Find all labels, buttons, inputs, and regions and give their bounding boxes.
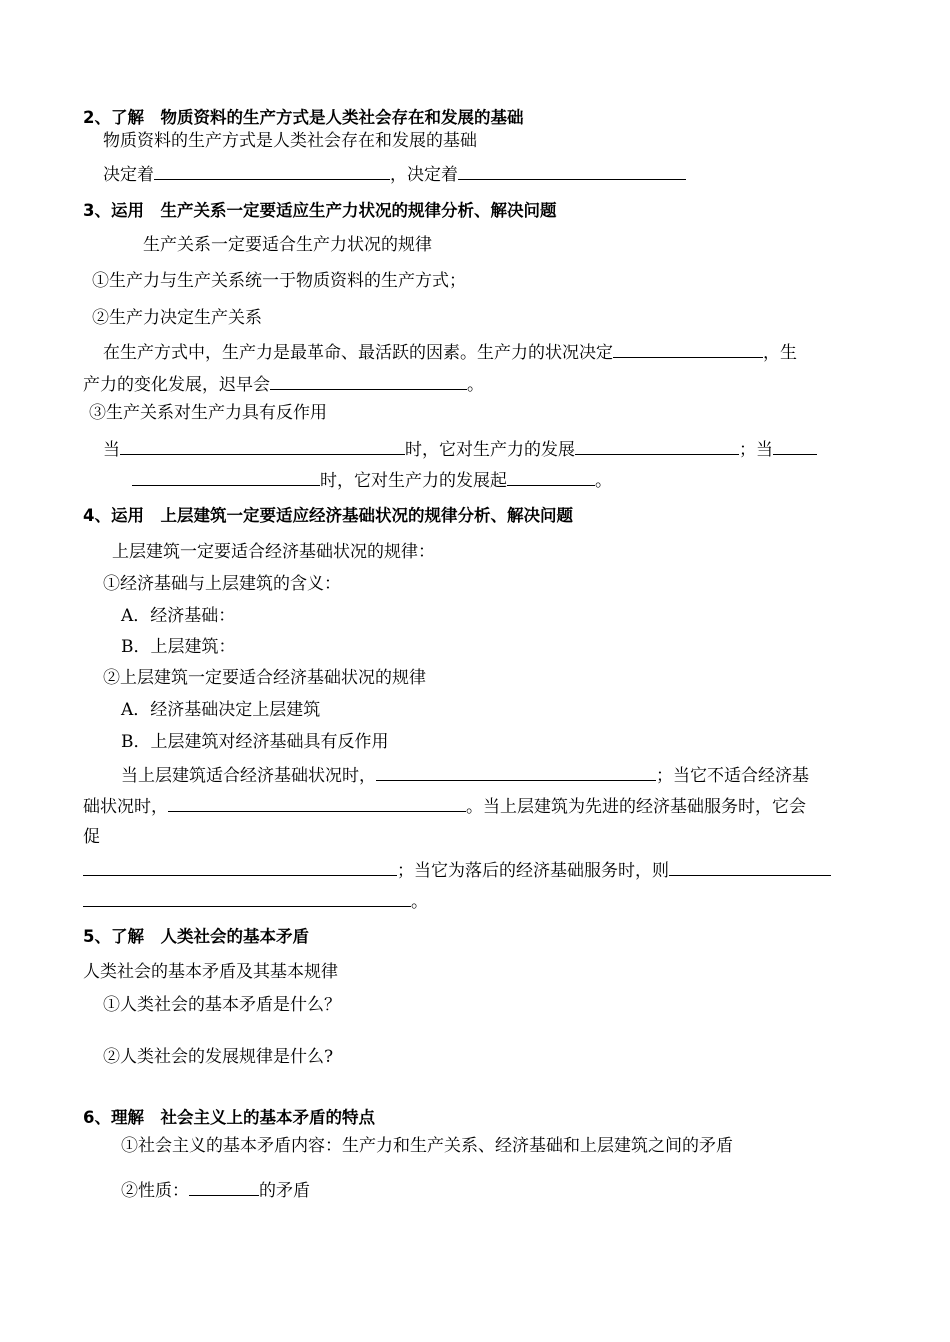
section-4-paragraph-3: 促 [83, 827, 100, 847]
fill-blank [669, 858, 831, 876]
section-6-item-2 [121, 1178, 310, 1202]
text-segment: ，决定着 [390, 165, 458, 185]
section-3-item-3: ③生产关系对生产力具有反作用 [89, 403, 327, 423]
section-4-paragraph-4 [83, 858, 831, 882]
fill-blank [132, 468, 320, 486]
section-3-paragraph-4 [132, 468, 612, 492]
section-4-paragraph-1 [121, 763, 809, 787]
fill-blank [270, 372, 467, 390]
fill-blank [83, 858, 397, 876]
fill-blank [376, 763, 656, 781]
fill-blank [168, 794, 466, 812]
section-2-line-2 [103, 162, 686, 186]
fill-blank [154, 162, 390, 180]
fill-blank [83, 889, 411, 907]
section-5-heading: 5、了解 人类社会的基本矛盾 [83, 927, 309, 946]
section-3-item-2: ②生产力决定生产关系 [92, 308, 262, 328]
text-segment: 决定着 [103, 165, 154, 185]
fill-blank [507, 468, 595, 486]
section-4-item-1-a: A．经济基础： [121, 606, 236, 626]
section-3-title: 生产关系一定要适合生产力状况的规律 [143, 235, 432, 255]
section-4-heading: 4、运用 上层建筑一定要适应经济基础状况的规律分析、解决问题 [83, 506, 573, 525]
text-segment: 时，它对生产力的发展 [405, 440, 575, 460]
section-5-question-1: ①人类社会的基本矛盾是什么？ [103, 995, 341, 1015]
text-segment: ②性质： [121, 1181, 189, 1201]
section-4-paragraph-2 [83, 794, 806, 818]
fill-blank [613, 340, 763, 358]
fill-blank [458, 162, 686, 180]
fill-blank [773, 437, 817, 455]
section-3-paragraph-3 [103, 437, 817, 461]
text-segment: 。 [595, 471, 612, 491]
text-segment: 。 [467, 375, 484, 395]
section-4-item-1: ①经济基础与上层建筑的含义： [103, 574, 341, 594]
text-segment: ；当它不适合经济基 [656, 766, 809, 786]
text-segment: 。当上层建筑为先进的经济基础服务时，它会 [466, 797, 806, 817]
text-segment: 当上层建筑适合经济基础状况时， [121, 766, 376, 786]
section-3-paragraph-2 [83, 372, 484, 396]
section-3-item-1: ①生产力与生产关系统一于物质资料的生产方式； [92, 271, 466, 291]
text-segment: 。 [411, 892, 428, 912]
section-3-paragraph-1 [103, 340, 797, 364]
text-segment: 的矛盾 [259, 1181, 310, 1201]
section-5-question-2: ②人类社会的发展规律是什么? [103, 1047, 334, 1067]
text-segment: ；当它为落后的经济基础服务时，则 [397, 861, 669, 881]
text-segment: 时，它对生产力的发展起 [320, 471, 507, 491]
section-4-title: 上层建筑一定要适合经济基础状况的规律： [112, 542, 435, 562]
section-4-item-2-a: A．经济基础决定上层建筑 [121, 700, 321, 720]
text-segment: 础状况时， [83, 797, 168, 817]
section-6-item-1: ①社会主义的基本矛盾内容：生产力和生产关系、经济基础和上层建筑之间的矛盾 [121, 1136, 733, 1156]
text-segment: ，生 [763, 343, 797, 363]
fill-blank [575, 437, 739, 455]
section-2-heading: 2、了解 物质资料的生产方式是人类社会存在和发展的基础 [83, 108, 524, 127]
section-2-line-1: 物质资料的生产方式是人类社会存在和发展的基础 [103, 131, 477, 151]
text-segment: ；当 [739, 440, 773, 460]
section-4-item-2: ②上层建筑一定要适合经济基础状况的规律 [103, 668, 426, 688]
section-4-paragraph-5 [83, 889, 428, 913]
text-segment: 在生产方式中，生产力是最革命、最活跃的因素。生产力的状况决定 [103, 343, 613, 363]
text-segment: 当 [103, 440, 120, 460]
section-6-heading: 6、理解 社会主义上的基本矛盾的特点 [83, 1108, 375, 1127]
section-3-heading: 3、运用 生产关系一定要适应生产力状况的规律分析、解决问题 [83, 201, 557, 220]
section-4-item-2-b: B．上层建筑对经济基础具有反作用 [121, 732, 389, 752]
fill-blank [120, 437, 405, 455]
section-5-title: 人类社会的基本矛盾及其基本规律 [83, 962, 338, 982]
section-4-item-1-b: B．上层建筑： [121, 637, 236, 657]
fill-blank [189, 1178, 259, 1196]
text-segment: 产力的变化发展，迟早会 [83, 375, 270, 395]
